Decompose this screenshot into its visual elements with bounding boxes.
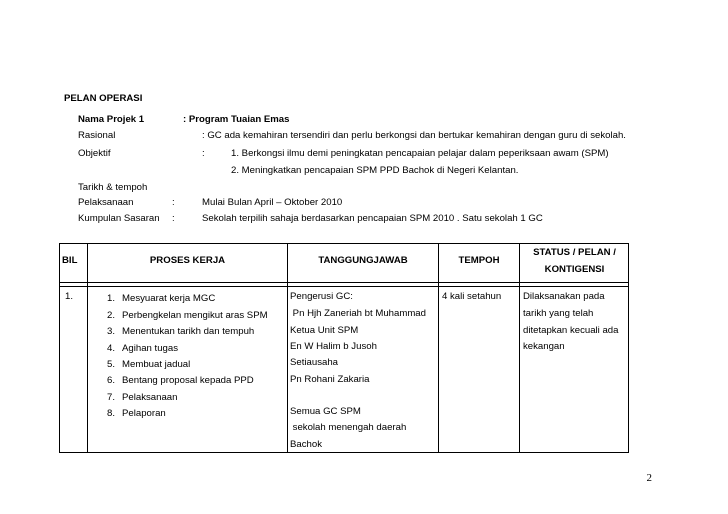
kumpulan-label: Kumpulan Sasaran (78, 213, 160, 224)
proses-num-5: 5. (107, 359, 116, 370)
tempoh-value: 4 kali setahun (442, 291, 502, 302)
objektif-label: Objektif (78, 148, 111, 159)
status-line-4: kekangan (523, 341, 565, 352)
status-line-3: ditetapkan kecuali ada (523, 325, 619, 336)
header-status-line1: STATUS / PELAN / (533, 247, 616, 258)
tarikh-label: Tarikh & tempoh (78, 182, 148, 193)
project-name-label: Nama Projek 1 (78, 114, 145, 125)
rasional-label: Rasional (78, 130, 116, 141)
project-name-value: : Program Tuaian Emas (183, 114, 290, 125)
proses-num-6: 6. (107, 375, 116, 386)
header-status-line2: KONTIGENSI (544, 264, 605, 275)
proses-item-2: Perbengkelan mengikut aras SPM (122, 310, 268, 321)
proses-num-8: 8. (107, 408, 116, 419)
status-line-2: tarikh yang telah (523, 308, 594, 319)
page-number: 2 (646, 472, 652, 484)
header-bottom-double-line (60, 286, 628, 287)
status-line-1: Dilaksanakan pada (523, 291, 605, 302)
tanggungjawab-line-4: En W Halim b Jusoh (290, 341, 377, 352)
header-tempoh: TEMPOH (458, 255, 500, 266)
tanggungjawab-line-10: Bachok (290, 439, 322, 450)
proses-num-1: 1. (107, 293, 116, 304)
tanggungjawab-line-2: Pn Hjh Zaneriah bt Muhammad (290, 308, 426, 319)
proses-num-2: 2. (107, 310, 116, 321)
pelaksanaan-label: Pelaksanaan (78, 197, 134, 208)
tanggungjawab-line-5: Setiausaha (290, 357, 339, 368)
kumpulan-value: Sekolah terpilih sahaja berdasarkan pencapaian SPM 2010 . Satu sekolah 1 GC (202, 213, 543, 224)
pelaksanaan-value: Mulai Bulan April – Oktober 2010 (202, 197, 343, 208)
row-bil: 1. (65, 291, 74, 302)
rasional-value: : GC ada kemahiran tersendiri dan perlu berkongsi dan bertukar kemahiran dengan guru di sekolah. (202, 130, 626, 141)
proses-num-4: 4. (107, 343, 116, 354)
col-divider-tempoh (519, 244, 520, 452)
proses-num-3: 3. (107, 326, 116, 337)
operations-table (59, 243, 629, 453)
proses-item-1: Mesyuarat kerja MGC (122, 293, 216, 304)
tanggungjawab-line-6: Pn Rohani Zakaria (290, 374, 370, 385)
proses-item-3: Menentukan tarikh dan tempuh (122, 326, 255, 337)
header-bil: BIL (62, 255, 78, 266)
header-bottom-line (60, 282, 628, 283)
kumpulan-colon: : (172, 213, 175, 224)
col-divider-proses (287, 244, 288, 452)
tanggungjawab-line-3: Ketua Unit SPM (290, 325, 359, 336)
col-divider-bil (87, 244, 88, 452)
header-proses-kerja: PROSES KERJA (149, 255, 226, 266)
col-divider-tanggungjawab (438, 244, 439, 452)
objektif-item-2: 2. Meningkatkan pencapaian SPM PPD Bachok di Negeri Kelantan. (231, 165, 519, 176)
objektif-colon: : (202, 148, 205, 159)
tanggungjawab-line-8: Semua GC SPM (290, 406, 361, 417)
objektif-item-1: 1. Berkongsi ilmu demi peningkatan pencapaian pelajar dalam peperiksaan awam (SPM) (231, 148, 609, 159)
proses-num-7: 7. (107, 392, 116, 403)
page-title: PELAN OPERASI (64, 93, 143, 104)
header-tanggungjawab: TANGGUNGJAWAB (318, 255, 408, 266)
pelaksanaan-colon: : (172, 197, 175, 208)
proses-item-5: Membuat jadual (122, 359, 191, 370)
proses-item-7: Pelaksanaan (122, 392, 178, 403)
proses-item-8: Pelaporan (122, 408, 166, 419)
tanggungjawab-line-9: sekolah menengah daerah (290, 422, 407, 433)
proses-item-6: Bentang proposal kepada PPD (122, 375, 254, 386)
tanggungjawab-line-1: Pengerusi GC: (290, 291, 353, 302)
proses-item-4: Agihan tugas (122, 343, 179, 354)
